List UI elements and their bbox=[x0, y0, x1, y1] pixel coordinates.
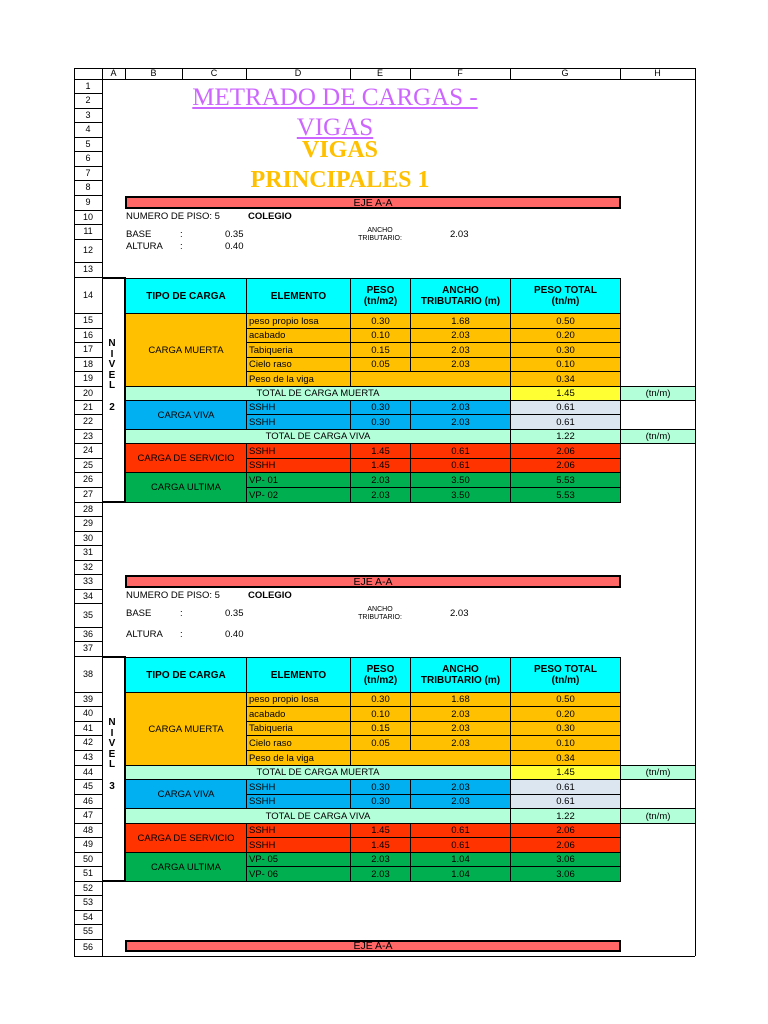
row-number[interactable]: 43 bbox=[82, 752, 93, 762]
total-carga-viva-unit: (tn/m) bbox=[620, 808, 696, 824]
ancho-cell: 2.03 bbox=[410, 357, 511, 372]
row-number[interactable]: 3 bbox=[85, 110, 91, 120]
ancho-cell: 2.03 bbox=[410, 414, 511, 430]
peso-total-cell: 0.20 bbox=[510, 706, 621, 722]
ancho-cell: 1.04 bbox=[410, 852, 511, 867]
row-number[interactable]: 55 bbox=[82, 926, 93, 936]
total-carga-viva-label: TOTAL DE CARGA VIVA bbox=[125, 808, 511, 824]
colegio-label: COLEGIO bbox=[248, 211, 292, 222]
row-number[interactable]: 21 bbox=[82, 402, 93, 412]
altura-label: ALTURA bbox=[126, 241, 163, 252]
row-number[interactable]: 53 bbox=[82, 897, 93, 907]
peso-total-cell: 3.06 bbox=[510, 866, 621, 882]
elemento-cell: Tabiqueria bbox=[246, 721, 351, 736]
row-number[interactable]: 26 bbox=[82, 474, 93, 484]
column-header-g[interactable]: G bbox=[561, 68, 569, 78]
subtitle-line2: PRINCIPALES 1 bbox=[250, 167, 430, 193]
elemento-cell: peso propio losa bbox=[246, 692, 351, 707]
row-number[interactable]: 40 bbox=[82, 708, 93, 718]
peso-cell: 1.45 bbox=[350, 837, 411, 853]
row-number[interactable]: 42 bbox=[82, 737, 93, 747]
row-number[interactable]: 38 bbox=[82, 669, 93, 679]
carga-ultima-label: CARGA ULTIMA bbox=[125, 852, 247, 882]
ancho-tributario-label-2: TRIBUTARIO: bbox=[358, 235, 402, 242]
header-tipo-carga: TIPO DE CARGA bbox=[125, 657, 247, 693]
elemento-cell: Cielo raso bbox=[246, 357, 351, 372]
header-peso-total: PESO TOTAL (tn/m) bbox=[510, 278, 621, 314]
base-value: 0.35 bbox=[225, 229, 244, 240]
header-elemento: ELEMENTO bbox=[246, 657, 351, 693]
peso-cell: 0.30 bbox=[350, 794, 411, 809]
elemento-cell: SSHH bbox=[246, 837, 351, 853]
ancho-cell: 1.68 bbox=[410, 313, 511, 329]
carga-servicio-label: CARGA DE SERVICIO bbox=[125, 823, 247, 853]
row-number[interactable]: 5 bbox=[85, 139, 91, 149]
peso-total-cell: 0.10 bbox=[510, 357, 621, 372]
header-peso-total: PESO TOTAL (tn/m) bbox=[510, 657, 621, 693]
peso-total-cell: 0.30 bbox=[510, 342, 621, 358]
total-carga-muerta-label: TOTAL DE CARGA MUERTA bbox=[125, 386, 511, 401]
elemento-cell: Peso de la viga bbox=[246, 750, 351, 766]
column-header-d[interactable]: D bbox=[294, 68, 302, 78]
ancho-tributario-label-1: ANCHO bbox=[367, 606, 393, 613]
carga-ultima-label: CARGA ULTIMA bbox=[125, 472, 247, 503]
peso-total-cell: 0.30 bbox=[510, 721, 621, 736]
header-ancho: ANCHO TRIBUTARIO (m) bbox=[410, 278, 511, 314]
nivel-letter: I bbox=[110, 727, 114, 739]
peso-cell: 0.10 bbox=[350, 328, 411, 343]
ancho-cell: 1.68 bbox=[410, 692, 511, 707]
ancho-cell: 1.04 bbox=[410, 866, 511, 882]
row-number[interactable]: 20 bbox=[82, 388, 93, 398]
carga-servicio-label: CARGA DE SERVICIO bbox=[125, 443, 247, 473]
header-ancho: ANCHO TRIBUTARIO (m) bbox=[410, 657, 511, 693]
ancho-cell: 2.03 bbox=[410, 735, 511, 751]
ancho-tributario-value: 2.03 bbox=[450, 229, 469, 240]
row-number[interactable]: 12 bbox=[82, 245, 93, 255]
peso-total-cell: 2.06 bbox=[510, 837, 621, 853]
row-number[interactable]: 33 bbox=[82, 576, 93, 586]
peso-cell: 2.03 bbox=[350, 472, 411, 488]
ancho-cell: 3.50 bbox=[410, 472, 511, 488]
subtitle: VIGAS bbox=[301, 137, 379, 163]
column-header-a[interactable]: A bbox=[110, 68, 117, 78]
base-value: 0.35 bbox=[225, 608, 244, 619]
row-number[interactable]: 48 bbox=[82, 825, 93, 835]
nivel-letter: L bbox=[108, 759, 116, 771]
ancho-cell: 0.61 bbox=[410, 837, 511, 853]
grid-bottom-line bbox=[74, 956, 695, 957]
nivel-letter: V bbox=[108, 738, 116, 750]
peso-cell: 0.30 bbox=[350, 313, 411, 329]
peso-total-cell: 0.61 bbox=[510, 400, 621, 415]
row-number[interactable]: 37 bbox=[82, 643, 93, 653]
row-number[interactable]: 41 bbox=[82, 723, 93, 733]
row-number[interactable]: 30 bbox=[82, 533, 93, 543]
total-carga-muerta-unit: (tn/m) bbox=[620, 386, 696, 401]
peso-cell: 0.30 bbox=[350, 400, 411, 415]
row-number[interactable]: 32 bbox=[82, 562, 93, 572]
elemento-cell: Peso de la viga bbox=[246, 371, 351, 387]
row-number[interactable]: 18 bbox=[82, 359, 93, 369]
altura-label: ALTURA bbox=[126, 629, 163, 640]
base-label: BASE bbox=[126, 229, 152, 240]
row-number[interactable]: 50 bbox=[82, 854, 93, 864]
total-carga-muerta-unit: (tn/m) bbox=[620, 765, 696, 780]
row-number[interactable]: 7 bbox=[85, 168, 91, 178]
peso-cell: 2.03 bbox=[350, 852, 411, 867]
row-number[interactable]: 6 bbox=[85, 153, 91, 163]
elemento-cell: SSHH bbox=[246, 823, 351, 838]
row-number[interactable]: 46 bbox=[82, 796, 93, 806]
peso-cell: 1.45 bbox=[350, 458, 411, 473]
row-number[interactable]: 27 bbox=[82, 489, 93, 499]
altura-value: 0.40 bbox=[225, 241, 244, 252]
row-number[interactable]: 15 bbox=[82, 315, 93, 325]
ancho-cell: 2.03 bbox=[410, 342, 511, 358]
peso-cell: 1.45 bbox=[350, 823, 411, 838]
elemento-cell: Cielo raso bbox=[246, 735, 351, 751]
peso-cell: 1.45 bbox=[350, 443, 411, 459]
row-number[interactable]: 17 bbox=[82, 344, 93, 354]
numero-piso-label: NUMERO DE PISO: 5 bbox=[126, 211, 220, 222]
base-label: BASE bbox=[126, 608, 152, 619]
row-number[interactable]: 9 bbox=[85, 197, 91, 207]
row-number[interactable]: 56 bbox=[82, 942, 93, 952]
row-number[interactable]: 34 bbox=[82, 591, 93, 601]
column-header-b[interactable]: B bbox=[150, 68, 157, 78]
row-number[interactable]: 23 bbox=[82, 431, 93, 441]
header-tipo-carga: TIPO DE CARGA bbox=[125, 278, 247, 314]
blank-cell bbox=[350, 750, 511, 766]
column-header-c[interactable]: C bbox=[210, 68, 218, 78]
grid-header-line bbox=[74, 79, 695, 80]
total-carga-muerta-value: 1.45 bbox=[510, 386, 621, 401]
altura-colon: : bbox=[180, 629, 183, 640]
eje-bar: EJE A-A bbox=[125, 575, 621, 588]
elemento-cell: SSHH bbox=[246, 794, 351, 809]
peso-cell: 0.05 bbox=[350, 735, 411, 751]
row-number[interactable]: 49 bbox=[82, 839, 93, 849]
row-number[interactable]: 22 bbox=[82, 416, 93, 426]
column-header-e[interactable]: E bbox=[376, 68, 383, 78]
elemento-cell: peso propio losa bbox=[246, 313, 351, 329]
peso-cell: 0.15 bbox=[350, 721, 411, 736]
row-number[interactable]: 2 bbox=[85, 95, 91, 105]
peso-total-cell: 2.06 bbox=[510, 458, 621, 473]
row-number[interactable]: 24 bbox=[82, 445, 93, 455]
base-colon: : bbox=[180, 229, 183, 240]
total-carga-muerta-value: 1.45 bbox=[510, 765, 621, 780]
peso-total-cell: 3.06 bbox=[510, 852, 621, 867]
peso-total-cell: 2.06 bbox=[510, 823, 621, 838]
elemento-cell: SSHH bbox=[246, 400, 351, 415]
total-carga-viva-value: 1.22 bbox=[510, 808, 621, 824]
row-number[interactable]: 45 bbox=[82, 781, 93, 791]
nivel-letter: E bbox=[108, 748, 116, 760]
row-number[interactable]: 19 bbox=[82, 373, 93, 383]
peso-cell: 0.30 bbox=[350, 779, 411, 795]
row-number[interactable]: 47 bbox=[82, 810, 93, 820]
elemento-cell: SSHH bbox=[246, 443, 351, 459]
row-number[interactable]: 54 bbox=[82, 912, 93, 922]
row-number[interactable]: 14 bbox=[82, 290, 93, 300]
altura-value: 0.40 bbox=[225, 629, 244, 640]
total-carga-viva-label: TOTAL DE CARGA VIVA bbox=[125, 429, 511, 444]
row-number[interactable]: 25 bbox=[82, 460, 93, 470]
ancho-cell: 2.03 bbox=[410, 779, 511, 795]
row-number[interactable]: 4 bbox=[85, 124, 91, 134]
eje-bar: EJE A-A bbox=[125, 940, 621, 952]
peso-total-cell: 0.61 bbox=[510, 794, 621, 809]
peso-total-cell: 5.53 bbox=[510, 472, 621, 488]
nivel-letter: N bbox=[108, 338, 116, 349]
peso-total-cell: 0.20 bbox=[510, 328, 621, 343]
carga-viva-label: CARGA VIVA bbox=[125, 400, 247, 430]
carga-muerta-label: CARGA MUERTA bbox=[125, 313, 247, 387]
nivel-letter: 2 bbox=[109, 401, 115, 413]
peso-cell: 0.30 bbox=[350, 414, 411, 430]
altura-colon: : bbox=[180, 241, 183, 252]
row-number[interactable]: 10 bbox=[82, 212, 93, 222]
ancho-cell: 0.61 bbox=[410, 823, 511, 838]
row-number[interactable]: 31 bbox=[82, 547, 93, 557]
peso-total-cell: 0.50 bbox=[510, 313, 621, 329]
blank-cell bbox=[350, 371, 511, 387]
row-number[interactable]: 29 bbox=[82, 518, 93, 528]
colegio-label: COLEGIO bbox=[248, 590, 292, 601]
peso-cell: 0.15 bbox=[350, 342, 411, 358]
total-carga-muerta-label: TOTAL DE CARGA MUERTA bbox=[125, 765, 511, 780]
ancho-cell: 3.50 bbox=[410, 487, 511, 503]
peso-total-cell: 2.06 bbox=[510, 443, 621, 459]
carga-viva-label: CARGA VIVA bbox=[125, 779, 247, 809]
base-colon: : bbox=[180, 608, 183, 619]
row-number[interactable]: 1 bbox=[85, 81, 91, 91]
nivel-letter: N bbox=[108, 717, 116, 728]
ancho-tributario-value: 2.03 bbox=[450, 608, 469, 619]
peso-total-cell: 0.10 bbox=[510, 735, 621, 751]
peso-total-cell: 0.50 bbox=[510, 692, 621, 707]
row-number[interactable]: 51 bbox=[82, 868, 93, 878]
peso-total-cell: 0.61 bbox=[510, 414, 621, 430]
peso-total-cell: 0.34 bbox=[510, 371, 621, 387]
nivel-letter: E bbox=[108, 369, 116, 381]
row-number[interactable]: 28 bbox=[82, 504, 93, 514]
nivel-letter: V bbox=[108, 359, 116, 371]
row-number[interactable]: 52 bbox=[82, 883, 93, 893]
row-number[interactable]: 11 bbox=[83, 226, 93, 236]
peso-cell: 0.10 bbox=[350, 706, 411, 722]
peso-total-cell: 0.34 bbox=[510, 750, 621, 766]
peso-cell: 2.03 bbox=[350, 487, 411, 503]
ancho-cell: 2.03 bbox=[410, 794, 511, 809]
column-header-f[interactable]: F bbox=[457, 68, 463, 78]
ancho-cell: 0.61 bbox=[410, 443, 511, 459]
carga-muerta-label: CARGA MUERTA bbox=[125, 692, 247, 766]
elemento-cell: VP- 05 bbox=[246, 852, 351, 867]
elemento-cell: VP- 06 bbox=[246, 866, 351, 882]
elemento-cell: VP- 02 bbox=[246, 487, 351, 503]
header-peso: PESO (tn/m2) bbox=[350, 657, 411, 693]
numero-piso-label: NUMERO DE PISO: 5 bbox=[126, 590, 220, 601]
ancho-cell: 2.03 bbox=[410, 400, 511, 415]
row-number[interactable]: 13 bbox=[82, 264, 93, 274]
row-number[interactable]: 16 bbox=[82, 330, 93, 340]
ancho-cell: 2.03 bbox=[410, 328, 511, 343]
ancho-tributario-label-1: ANCHO bbox=[367, 227, 393, 234]
elemento-cell: SSHH bbox=[246, 458, 351, 473]
row-number[interactable]: 8 bbox=[85, 182, 91, 192]
peso-total-cell: 5.53 bbox=[510, 487, 621, 503]
ancho-cell: 2.03 bbox=[410, 706, 511, 722]
elemento-cell: VP- 01 bbox=[246, 472, 351, 488]
header-peso: PESO (tn/m2) bbox=[350, 278, 411, 314]
page-title: METRADO DE CARGAS - bbox=[192, 84, 478, 111]
nivel-letter: L bbox=[108, 380, 116, 392]
column-header-h[interactable]: H bbox=[654, 68, 661, 78]
header-elemento: ELEMENTO bbox=[246, 278, 351, 314]
ancho-cell: 0.61 bbox=[410, 458, 511, 473]
peso-cell: 0.30 bbox=[350, 692, 411, 707]
elemento-cell: Tabiqueria bbox=[246, 342, 351, 358]
page-title-line2: VIGAS bbox=[296, 114, 374, 141]
row-number[interactable]: 35 bbox=[82, 610, 93, 620]
nivel-letter: 3 bbox=[109, 780, 115, 792]
peso-total-cell: 0.61 bbox=[510, 779, 621, 795]
elemento-cell: SSHH bbox=[246, 414, 351, 430]
elemento-cell: acabado bbox=[246, 328, 351, 343]
ancho-cell: 2.03 bbox=[410, 721, 511, 736]
elemento-cell: acabado bbox=[246, 706, 351, 722]
ancho-tributario-label-2: TRIBUTARIO: bbox=[358, 614, 402, 621]
total-carga-viva-unit: (tn/m) bbox=[620, 429, 696, 444]
row-number[interactable]: 39 bbox=[82, 694, 93, 704]
row-number[interactable]: 44 bbox=[82, 767, 93, 777]
elemento-cell: SSHH bbox=[246, 779, 351, 795]
peso-cell: 2.03 bbox=[350, 866, 411, 882]
row-number[interactable]: 36 bbox=[82, 629, 93, 639]
nivel-letter: I bbox=[110, 348, 114, 360]
eje-bar: EJE A-A bbox=[125, 196, 621, 209]
peso-cell: 0.05 bbox=[350, 357, 411, 372]
total-carga-viva-value: 1.22 bbox=[510, 429, 621, 444]
